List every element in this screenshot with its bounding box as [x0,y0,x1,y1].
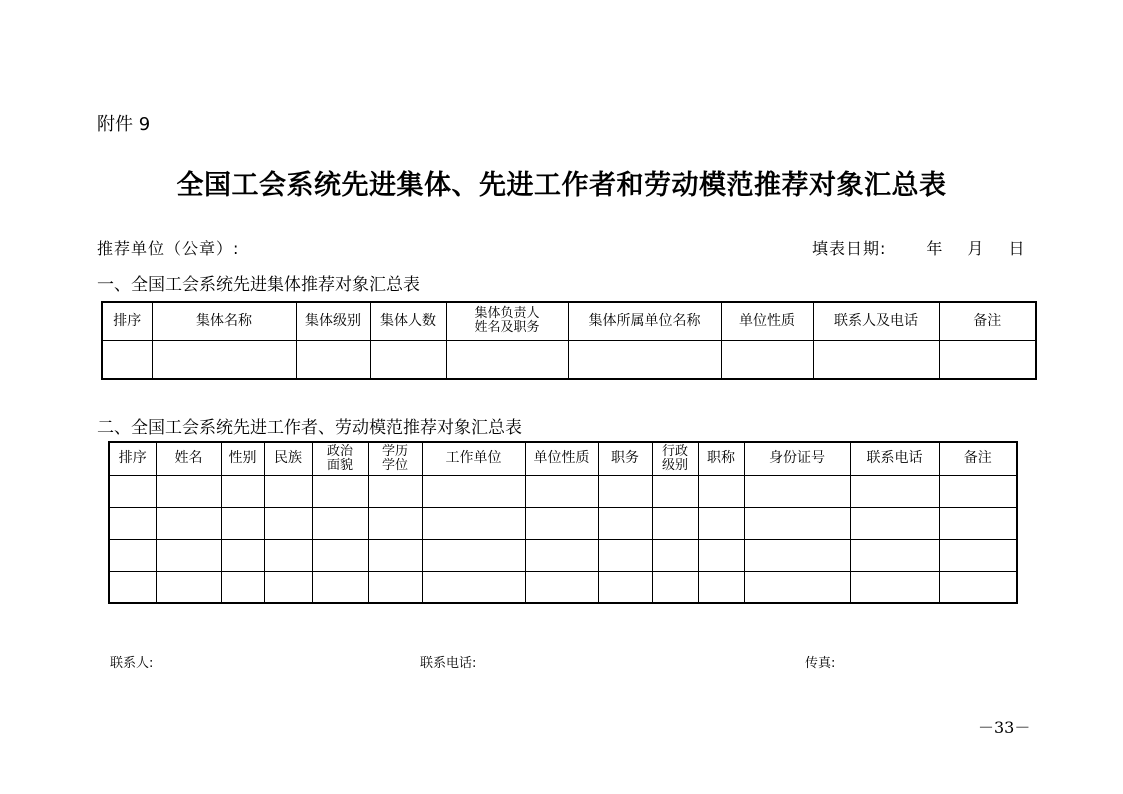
table-header-row [109,442,1017,475]
header-line: 集体负责人 [474,306,540,322]
header-cell: 职称 [698,442,744,475]
table-cell[interactable] [939,507,1017,539]
table-cell[interactable] [698,507,744,539]
section1-heading: 一、全国工会系统先进集体推荐对象汇总表 [97,275,420,295]
fill-date-year: 年 [926,239,944,258]
table-cell[interactable] [939,571,1017,603]
header-line: 政治 [326,443,353,459]
header-cell: 性别 [221,442,264,475]
fill-date-month: 月 [967,239,985,258]
table-cell[interactable] [422,539,525,571]
header-cell: 集体所属单位名称 [568,302,721,340]
header-cell: 排序 [102,302,152,340]
table-row [102,340,1036,379]
table-cell[interactable] [264,539,312,571]
header-line: 级别 [661,457,688,473]
table-cell[interactable] [221,475,264,507]
header-cell: 备注 [939,302,1036,340]
header-line: 行政 [661,443,688,459]
table-cell[interactable] [109,475,156,507]
table-row [109,475,1017,507]
table-cell[interactable] [296,340,370,379]
table-cell[interactable] [939,475,1017,507]
header-cell: 集体级别 [296,302,370,340]
header-cell: 姓名 [156,442,221,475]
table-cell[interactable] [850,507,939,539]
table-cell[interactable] [156,475,221,507]
table-cell[interactable] [525,507,598,539]
header-cell: 联系电话 [850,442,939,475]
table-cell[interactable] [264,507,312,539]
table-cell[interactable] [698,571,744,603]
table-cell[interactable] [422,475,525,507]
table-cell[interactable] [813,340,939,379]
attachment-label: 附件 9 [97,114,151,135]
header-cell: 工作单位 [422,442,525,475]
header-cell: 身份证号 [744,442,850,475]
header-cell: 单位性质 [525,442,598,475]
header-line: 面貌 [326,457,353,473]
header-cell-leader [446,302,568,340]
individual-table [108,441,1018,604]
table-cell[interactable] [598,507,652,539]
table-cell[interactable] [370,340,446,379]
table-header-row [102,302,1036,340]
footer-contact-label: 联系人: [110,656,154,671]
table-cell[interactable] [422,507,525,539]
header-cell: 集体人数 [370,302,446,340]
fill-date [812,236,1025,259]
page-title: 全国工会系统先进集体、先进工作者和劳动模范推荐对象汇总表 [176,170,947,201]
header-cell: 单位性质 [721,302,813,340]
header-cell: 职务 [598,442,652,475]
table-cell[interactable] [744,571,850,603]
table-cell[interactable] [446,340,568,379]
table-cell[interactable] [109,539,156,571]
header-cell-education [368,442,422,475]
fill-date-label: 填表日期: [812,239,887,258]
header-cell: 备注 [939,442,1017,475]
header-cell-politics [312,442,368,475]
table-cell[interactable] [850,475,939,507]
table-cell[interactable] [109,571,156,603]
table-cell[interactable] [264,475,312,507]
footer-fax-label: 传真: [805,656,836,671]
table-cell[interactable] [850,539,939,571]
header-cell: 集体名称 [152,302,296,340]
table-cell[interactable] [652,507,698,539]
table-cell[interactable] [264,571,312,603]
header-line: 学位 [381,457,408,473]
table-cell[interactable] [221,507,264,539]
table-cell[interactable] [744,539,850,571]
header-cell-admin-level [652,442,698,475]
table-cell[interactable] [368,539,422,571]
table-cell[interactable] [221,571,264,603]
footer-phone-label: 联系电话: [420,656,477,671]
table-cell[interactable] [598,475,652,507]
table-row [109,507,1017,539]
table-cell[interactable] [102,340,152,379]
table-cell[interactable] [156,571,221,603]
table-cell[interactable] [312,475,368,507]
table-cell[interactable] [312,571,368,603]
table-cell[interactable] [525,571,598,603]
table-cell[interactable] [422,571,525,603]
table-row [109,539,1017,571]
table-cell[interactable] [598,571,652,603]
table-row [109,571,1017,603]
collective-table [101,301,1037,380]
header-cell: 联系人及电话 [813,302,939,340]
table-cell[interactable] [568,340,721,379]
table-cell[interactable] [525,475,598,507]
table-cell[interactable] [652,539,698,571]
table-cell[interactable] [312,507,368,539]
table-cell[interactable] [368,507,422,539]
table-cell[interactable] [744,475,850,507]
recommend-unit-label: 推荐单位（公章）: [97,239,240,258]
table-cell[interactable] [368,475,422,507]
table-cell[interactable] [939,340,1036,379]
fill-date-day: 日 [1008,239,1026,258]
table-cell[interactable] [368,571,422,603]
header-line: 姓名及职务 [474,320,540,336]
table-cell[interactable] [109,507,156,539]
table-cell[interactable] [156,507,221,539]
table-cell[interactable] [152,340,296,379]
table-cell[interactable] [598,539,652,571]
header-cell: 排序 [109,442,156,475]
table-cell[interactable] [312,539,368,571]
section2-heading: 二、全国工会系统先进工作者、劳动模范推荐对象汇总表 [97,418,522,438]
table-cell[interactable] [721,340,813,379]
table-cell[interactable] [221,539,264,571]
header-line: 学历 [381,443,408,459]
table-cell[interactable] [744,507,850,539]
header-cell: 民族 [264,442,312,475]
table-cell[interactable] [939,539,1017,571]
table-cell[interactable] [698,475,744,507]
table-cell[interactable] [652,571,698,603]
page-number: －33－ [978,718,1031,737]
table-cell[interactable] [156,539,221,571]
table-cell[interactable] [652,475,698,507]
table-cell[interactable] [698,539,744,571]
table-cell[interactable] [525,539,598,571]
table-cell[interactable] [850,571,939,603]
